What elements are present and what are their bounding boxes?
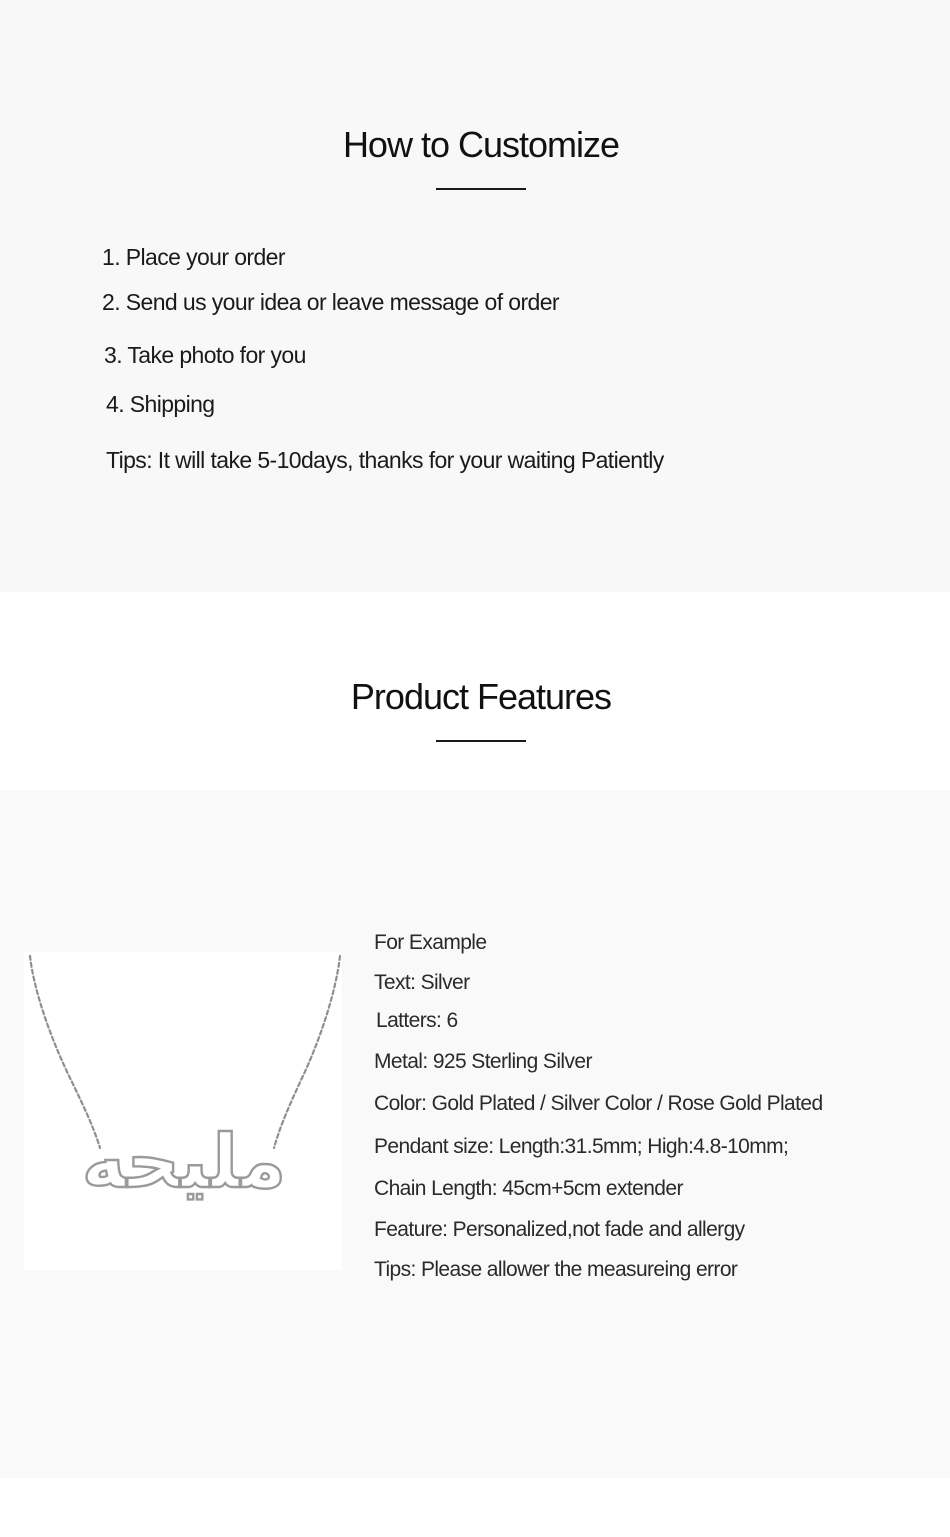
customize-step-1: 1. Place your order — [102, 244, 285, 270]
customize-tips: Tips: It will take 5-10days, thanks for your waiting Patiently — [106, 447, 664, 473]
feature-line-4: Metal: 925 Sterling Silver — [374, 1050, 592, 1073]
feature-line-9: Tips: Please allower the measureing error — [374, 1258, 738, 1281]
feature-line-1: For Example — [374, 931, 487, 954]
customize-title-underline — [436, 188, 526, 190]
feature-line-5: Color: Gold Plated / Silver Color / Rose Gold Plated — [374, 1092, 823, 1115]
pendant-name-text: مليحه — [81, 1119, 287, 1205]
customize-step-4: 4. Shipping — [106, 391, 215, 417]
product-image — [24, 952, 342, 1270]
feature-line-6: Pendant size: Length:31.5mm; High:4.8-10mm; — [374, 1135, 789, 1158]
customize-step-3: 3. Take photo for you — [104, 342, 306, 368]
feature-line-8: Feature: Personalized,not fade and allergy — [374, 1218, 745, 1241]
page-footer-space — [0, 1478, 950, 1537]
customize-title: How to Customize — [342, 124, 620, 165]
feature-line-7: Chain Length: 45cm+5cm extender — [374, 1177, 683, 1200]
customize-step-2: 2. Send us your idea or leave message of order — [102, 289, 559, 315]
feature-line-2: Text: Silver — [374, 971, 470, 994]
features-title: Product Features — [350, 676, 612, 717]
feature-line-3: Latters: 6 — [376, 1009, 458, 1032]
necklace-pendant-icon — [24, 952, 342, 1270]
features-title-underline — [436, 740, 526, 742]
